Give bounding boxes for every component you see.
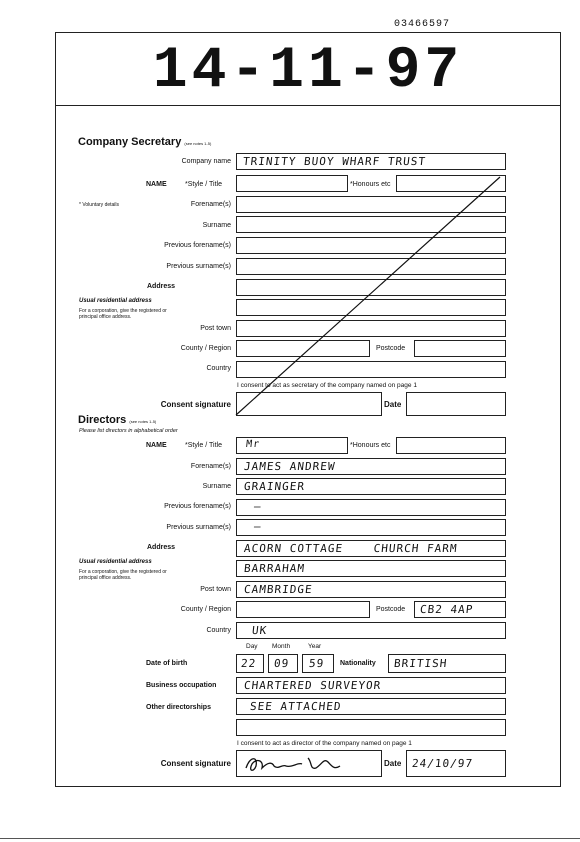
directors-list-note: Please list directors in alphabetical order — [79, 428, 178, 434]
dir-honours-label: *Honours etc — [350, 442, 391, 449]
dir-date-label: Date — [384, 759, 402, 768]
director-signature — [238, 752, 378, 776]
dir-postcode-label: Postcode — [376, 606, 406, 613]
dir-corp-note: For a corporation, give the registered or principal office address. — [79, 569, 167, 581]
dob-day-label: Day — [246, 643, 258, 650]
dir-prev-surnames-field[interactable] — [236, 519, 506, 536]
dir-surname-value: GRAINGER — [243, 480, 306, 493]
dir-occupation-label: Business occupation — [146, 682, 217, 689]
dir-address-line1-value: ACORN COTTAGE CHURCH FARM — [243, 542, 459, 555]
dir-post-town-value: CAMBRIDGE — [243, 583, 314, 596]
sec-corp-note: For a corporation, give the registered or principal office address. — [79, 308, 167, 320]
dir-dob-label: Date of birth — [146, 660, 188, 667]
voluntary-note: * Voluntary details — [79, 202, 120, 208]
company-name-label: Company name — [181, 158, 231, 165]
dob-month-label: Month — [272, 643, 291, 650]
sec-name-label: NAME — [146, 181, 167, 188]
dir-forenames-label: Forename(s) — [190, 463, 231, 470]
dir-prev-forenames-value: — — [253, 500, 263, 513]
dir-nationality-value: BRITISH — [393, 657, 449, 670]
dir-nationality-label: Nationality — [340, 660, 376, 667]
dir-usual-address-label: Usual residential address — [79, 559, 152, 565]
dir-post-town-label: Post town — [200, 586, 231, 593]
sec-usual-address-label: Usual residential address — [79, 298, 152, 304]
sec-style-label: *Style / Title — [185, 181, 222, 188]
dir-consent-label: Consent signature — [160, 759, 231, 768]
dir-country-field[interactable] — [236, 622, 506, 639]
dir-country-value: UK — [251, 624, 268, 637]
sec-post-town-label: Post town — [200, 325, 231, 332]
company-name-value: TRINITY BUOY WHARF TRUST — [242, 155, 427, 168]
document-number: 03466597 — [394, 19, 451, 30]
dir-honours-field[interactable] — [396, 437, 506, 454]
sec-surname-label: Surname — [202, 222, 231, 229]
dir-style-value: Mr — [245, 439, 261, 450]
dir-other-directorships-label: Other directorships — [146, 704, 211, 711]
dir-occupation-value: CHARTERED SURVEYOR — [243, 679, 382, 692]
sec-honours-label: *Honours etc — [350, 181, 391, 188]
dir-prev-forenames-field[interactable] — [236, 499, 506, 516]
sec-date-label: Date — [384, 400, 402, 409]
dir-prev-surnames-value: — — [253, 520, 263, 533]
dir-other-directorships-line2[interactable] — [236, 719, 506, 736]
secretary-section-title: Company Secretary (see notes 1-5) — [78, 136, 212, 148]
dir-consent-text: I consent to act as director of the company named on page 1 — [237, 740, 412, 747]
dob-year-label: Year — [308, 643, 322, 650]
dir-name-label: NAME — [146, 442, 167, 449]
dir-prev-forenames-label: Previous forename(s) — [164, 503, 231, 510]
dir-date-value: 24/10/97 — [411, 757, 474, 770]
dir-address-line2-value: BARRAHAM — [243, 562, 306, 575]
dir-other-directorships-value: SEE ATTACHED — [249, 700, 343, 713]
dir-address-label: Address — [147, 544, 176, 551]
dir-county-field[interactable] — [236, 601, 370, 618]
dir-prev-surnames-label: Previous surname(s) — [166, 524, 231, 531]
sec-prev-surnames-label: Previous surname(s) — [166, 263, 231, 270]
sec-forenames-label: Forename(s) — [190, 201, 231, 208]
sec-county-label: County / Region — [180, 345, 231, 352]
dob-year-value: 59 — [308, 657, 325, 670]
directors-section-title: Directors (see notes 1-5) — [78, 414, 157, 426]
sec-consent-text: I consent to act as secretary of the company named on page 1 — [237, 382, 417, 389]
dir-postcode-value: CB2 4AP — [419, 603, 475, 616]
sec-address-label: Address — [147, 283, 176, 290]
dir-country-label: Country — [206, 627, 231, 634]
page-bottom-edge — [0, 838, 580, 839]
sec-postcode-label: Postcode — [376, 345, 406, 352]
sec-country-label: Country — [206, 365, 231, 372]
sec-prev-forenames-label: Previous forename(s) — [164, 242, 231, 249]
sec-consent-label: Consent signature — [160, 400, 231, 409]
dob-month-value: 09 — [273, 657, 290, 670]
dir-county-label: County / Region — [180, 606, 231, 613]
dob-day-value: 22 — [240, 657, 257, 670]
dir-style-label: *Style / Title — [185, 442, 222, 449]
dir-forenames-value: JAMES ANDREW — [243, 460, 337, 473]
stamp-date: 14-11-97 — [152, 39, 464, 104]
dir-surname-label: Surname — [202, 483, 231, 490]
